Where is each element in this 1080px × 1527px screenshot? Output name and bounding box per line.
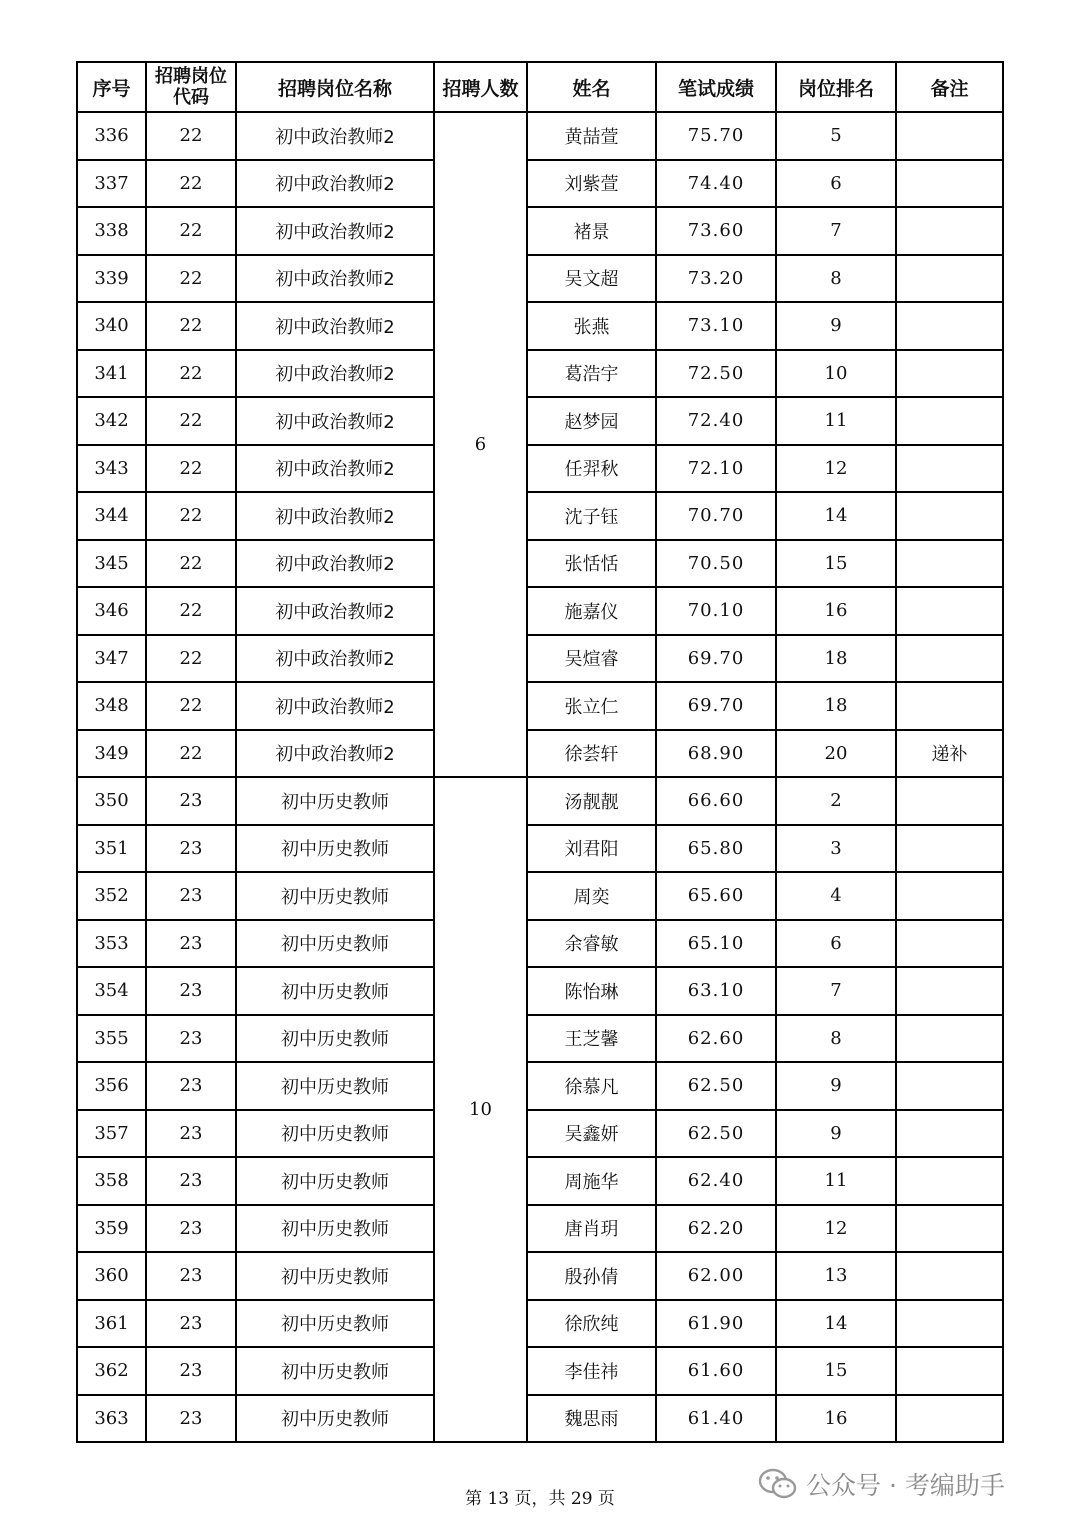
seq-cell: 352 (77, 872, 146, 920)
remarks-cell (896, 967, 1003, 1015)
post-rank-cell: 7 (776, 207, 896, 255)
post-code-cell: 23 (146, 1252, 236, 1300)
post-code-cell: 23 (146, 777, 236, 825)
candidate-name-cell: 任羿秋 (527, 445, 656, 493)
table-row (77, 920, 1003, 968)
post-name-cell: 初中政治教师2 (236, 492, 434, 540)
seq-cell: 339 (77, 255, 146, 303)
table-row (77, 777, 1003, 825)
post-rank-cell: 2 (776, 777, 896, 825)
remarks-cell (896, 1252, 1003, 1300)
watermark (758, 1464, 1005, 1504)
table-row (77, 1300, 1003, 1348)
post-code-cell: 22 (146, 207, 236, 255)
table-row (77, 682, 1003, 730)
header-row (77, 62, 1003, 112)
written-score-cell: 74.40 (656, 160, 776, 208)
seq-cell: 340 (77, 302, 146, 350)
post-code-cell: 23 (146, 1347, 236, 1395)
written-score-cell: 70.10 (656, 587, 776, 635)
remarks-cell (896, 1300, 1003, 1348)
remarks-cell (896, 1347, 1003, 1395)
table-row (77, 207, 1003, 255)
post-code-cell: 22 (146, 540, 236, 588)
table-body (77, 112, 1003, 1442)
seq-cell: 363 (77, 1395, 146, 1443)
post-rank-cell: 11 (776, 397, 896, 445)
written-score-cell: 68.90 (656, 730, 776, 778)
written-score-cell: 62.50 (656, 1110, 776, 1158)
post-name-cell: 初中历史教师 (236, 1300, 434, 1348)
table-row (77, 112, 1003, 160)
candidate-name-cell: 王芝馨 (527, 1015, 656, 1063)
post-code-cell: 22 (146, 397, 236, 445)
seq-cell: 348 (77, 682, 146, 730)
post-code-cell: 22 (146, 730, 236, 778)
post-name-cell: 初中政治教师2 (236, 540, 434, 588)
post-rank-cell: 10 (776, 350, 896, 398)
post-rank-cell: 9 (776, 302, 896, 350)
written-score-cell: 65.10 (656, 920, 776, 968)
post-rank-cell: 12 (776, 445, 896, 493)
seq-cell: 343 (77, 445, 146, 493)
remarks-cell (896, 920, 1003, 968)
header-seq: 序号 (77, 62, 146, 112)
post-name-cell: 初中政治教师2 (236, 445, 434, 493)
post-rank-cell: 6 (776, 920, 896, 968)
post-name-cell: 初中历史教师 (236, 1015, 434, 1063)
seq-cell: 350 (77, 777, 146, 825)
table-row (77, 1252, 1003, 1300)
post-code-cell: 23 (146, 1205, 236, 1253)
post-name-cell: 初中历史教师 (236, 967, 434, 1015)
post-rank-cell: 15 (776, 1347, 896, 1395)
post-name-cell: 初中历史教师 (236, 1157, 434, 1205)
candidate-name-cell: 余睿敏 (527, 920, 656, 968)
table-row (77, 397, 1003, 445)
written-score-cell: 72.40 (656, 397, 776, 445)
post-code-cell: 23 (146, 920, 236, 968)
header-candidate-name: 姓名 (527, 62, 656, 112)
written-score-cell: 70.70 (656, 492, 776, 540)
candidate-name-cell: 魏思雨 (527, 1395, 656, 1443)
remarks-cell (896, 1205, 1003, 1253)
seq-cell: 357 (77, 1110, 146, 1158)
post-code-cell: 22 (146, 492, 236, 540)
candidate-name-cell: 徐欣纯 (527, 1300, 656, 1348)
seq-cell: 362 (77, 1347, 146, 1395)
post-name-cell: 初中历史教师 (236, 1395, 434, 1443)
remarks-cell (896, 397, 1003, 445)
post-code-cell: 23 (146, 1062, 236, 1110)
written-score-cell: 61.60 (656, 1347, 776, 1395)
post-code-cell: 22 (146, 350, 236, 398)
candidate-name-cell: 吴煊睿 (527, 635, 656, 683)
post-name-cell: 初中历史教师 (236, 825, 434, 873)
remarks-cell (896, 1062, 1003, 1110)
post-code-cell: 23 (146, 872, 236, 920)
post-name-cell: 初中历史教师 (236, 920, 434, 968)
header-post-code (146, 62, 236, 112)
seq-cell: 360 (77, 1252, 146, 1300)
seq-cell: 337 (77, 160, 146, 208)
post-name-cell: 初中政治教师2 (236, 587, 434, 635)
table-row (77, 1110, 1003, 1158)
table-row (77, 635, 1003, 683)
post-name-cell: 初中政治教师2 (236, 160, 434, 208)
seq-cell: 347 (77, 635, 146, 683)
seq-cell: 336 (77, 112, 146, 160)
post-name-cell: 初中政治教师2 (236, 112, 434, 160)
post-name-cell: 初中政治教师2 (236, 397, 434, 445)
post-rank-cell: 8 (776, 1015, 896, 1063)
written-score-cell: 73.10 (656, 302, 776, 350)
written-score-cell: 65.80 (656, 825, 776, 873)
remarks-cell (896, 255, 1003, 303)
post-code-cell: 22 (146, 635, 236, 683)
post-name-cell: 初中政治教师2 (236, 730, 434, 778)
post-name-cell: 初中政治教师2 (236, 682, 434, 730)
header-post-code-text: 招聘岗位 代码 (155, 66, 227, 108)
table-row (77, 1157, 1003, 1205)
header-remarks: 备注 (896, 62, 1003, 112)
post-code-cell: 22 (146, 112, 236, 160)
candidate-name-cell: 张恬恬 (527, 540, 656, 588)
post-code-cell: 23 (146, 1015, 236, 1063)
post-rank-cell: 12 (776, 1205, 896, 1253)
remarks-cell (896, 1110, 1003, 1158)
header-post-name: 招聘岗位名称 (236, 62, 434, 112)
candidate-name-cell: 周施华 (527, 1157, 656, 1205)
seq-cell: 353 (77, 920, 146, 968)
page-number: 第 13 页，共 29 页 (465, 1489, 615, 1509)
post-code-cell: 23 (146, 1300, 236, 1348)
written-score-cell: 62.60 (656, 1015, 776, 1063)
written-score-cell: 72.50 (656, 350, 776, 398)
table-row (77, 872, 1003, 920)
post-code-cell: 23 (146, 967, 236, 1015)
post-name-cell: 初中政治教师2 (236, 350, 434, 398)
post-rank-cell: 5 (776, 112, 896, 160)
post-rank-cell: 11 (776, 1157, 896, 1205)
recruitment-score-table (76, 61, 1004, 1443)
post-name-cell: 初中历史教师 (236, 1205, 434, 1253)
seq-cell: 355 (77, 1015, 146, 1063)
remarks-cell (896, 1157, 1003, 1205)
watermark-text: 公众号 · 考编助手 (806, 1471, 1005, 1500)
candidate-name-cell: 唐肖玥 (527, 1205, 656, 1253)
remarks-cell (896, 1015, 1003, 1063)
candidate-name-cell: 吴文超 (527, 255, 656, 303)
seq-cell: 338 (77, 207, 146, 255)
post-name-cell: 初中历史教师 (236, 1347, 434, 1395)
post-rank-cell: 6 (776, 160, 896, 208)
remarks-cell (896, 635, 1003, 683)
remarks-cell (896, 160, 1003, 208)
table-row (77, 445, 1003, 493)
candidate-name-cell: 吴鑫妍 (527, 1110, 656, 1158)
table-row (77, 540, 1003, 588)
seq-cell: 344 (77, 492, 146, 540)
post-name-cell: 初中政治教师2 (236, 255, 434, 303)
candidate-name-cell: 汤靓靓 (527, 777, 656, 825)
table-row (77, 492, 1003, 540)
post-rank-cell: 15 (776, 540, 896, 588)
written-score-cell: 62.00 (656, 1252, 776, 1300)
table-row (77, 1205, 1003, 1253)
remarks-cell (896, 872, 1003, 920)
seq-cell: 356 (77, 1062, 146, 1110)
remarks-cell (896, 350, 1003, 398)
remarks-cell (896, 1395, 1003, 1443)
table-row (77, 1062, 1003, 1110)
post-name-cell: 初中政治教师2 (236, 207, 434, 255)
post-rank-cell: 13 (776, 1252, 896, 1300)
remarks-cell (896, 682, 1003, 730)
post-name-cell: 初中政治教师2 (236, 635, 434, 683)
post-rank-cell: 8 (776, 255, 896, 303)
candidate-name-cell: 刘君阳 (527, 825, 656, 873)
table-row (77, 967, 1003, 1015)
remarks-cell (896, 302, 1003, 350)
candidate-name-cell: 徐荟轩 (527, 730, 656, 778)
header-written-score: 笔试成绩 (656, 62, 776, 112)
post-rank-cell: 3 (776, 825, 896, 873)
candidate-name-cell: 周奕 (527, 872, 656, 920)
seq-cell: 354 (77, 967, 146, 1015)
post-name-cell: 初中历史教师 (236, 1252, 434, 1300)
post-name-cell: 初中历史教师 (236, 1062, 434, 1110)
candidate-name-cell: 李佳祎 (527, 1347, 656, 1395)
remarks-cell (896, 825, 1003, 873)
seq-cell: 351 (77, 825, 146, 873)
post-code-cell: 23 (146, 1157, 236, 1205)
post-code-cell: 23 (146, 1110, 236, 1158)
post-code-cell: 22 (146, 255, 236, 303)
remarks-cell (896, 207, 1003, 255)
written-score-cell: 65.60 (656, 872, 776, 920)
table-row (77, 825, 1003, 873)
candidate-name-cell: 施嘉仪 (527, 587, 656, 635)
remarks-cell: 递补 (896, 730, 1003, 778)
candidate-name-cell: 徐慕凡 (527, 1062, 656, 1110)
candidate-name-cell: 殷孙倩 (527, 1252, 656, 1300)
post-code-cell: 23 (146, 1395, 236, 1443)
table-row (77, 160, 1003, 208)
post-rank-cell: 18 (776, 682, 896, 730)
written-score-cell: 72.10 (656, 445, 776, 493)
written-score-cell: 62.40 (656, 1157, 776, 1205)
table-row (77, 302, 1003, 350)
post-name-cell: 初中历史教师 (236, 777, 434, 825)
seq-cell: 361 (77, 1300, 146, 1348)
written-score-cell: 69.70 (656, 682, 776, 730)
post-rank-cell: 14 (776, 492, 896, 540)
table-row (77, 1395, 1003, 1443)
candidate-name-cell: 黄喆萱 (527, 112, 656, 160)
written-score-cell: 61.90 (656, 1300, 776, 1348)
seq-cell: 346 (77, 587, 146, 635)
post-code-cell: 22 (146, 445, 236, 493)
written-score-cell: 73.20 (656, 255, 776, 303)
written-score-cell: 63.10 (656, 967, 776, 1015)
post-rank-cell: 20 (776, 730, 896, 778)
candidate-name-cell: 刘紫萱 (527, 160, 656, 208)
post-name-cell: 初中历史教师 (236, 1110, 434, 1158)
written-score-cell: 75.70 (656, 112, 776, 160)
remarks-cell (896, 112, 1003, 160)
post-rank-cell: 9 (776, 1062, 896, 1110)
candidate-name-cell: 张燕 (527, 302, 656, 350)
candidate-name-cell: 褚景 (527, 207, 656, 255)
seq-cell: 358 (77, 1157, 146, 1205)
remarks-cell (896, 587, 1003, 635)
seq-cell: 341 (77, 350, 146, 398)
remarks-cell (896, 777, 1003, 825)
table-row (77, 255, 1003, 303)
post-rank-cell: 7 (776, 967, 896, 1015)
table-row (77, 1347, 1003, 1395)
table-row (77, 1015, 1003, 1063)
table-row (77, 730, 1003, 778)
header-hire-count: 招聘人数 (434, 62, 527, 112)
post-code-cell: 22 (146, 160, 236, 208)
hire-count-cell: 10 (434, 777, 527, 1442)
candidate-name-cell: 陈怡琳 (527, 967, 656, 1015)
written-score-cell: 62.20 (656, 1205, 776, 1253)
post-rank-cell: 18 (776, 635, 896, 683)
remarks-cell (896, 540, 1003, 588)
seq-cell: 359 (77, 1205, 146, 1253)
written-score-cell: 66.60 (656, 777, 776, 825)
remarks-cell (896, 492, 1003, 540)
post-rank-cell: 9 (776, 1110, 896, 1158)
post-rank-cell: 16 (776, 1395, 896, 1443)
post-rank-cell: 4 (776, 872, 896, 920)
written-score-cell: 62.50 (656, 1062, 776, 1110)
post-name-cell: 初中历史教师 (236, 872, 434, 920)
post-code-cell: 22 (146, 302, 236, 350)
post-name-cell: 初中政治教师2 (236, 302, 434, 350)
header-post-rank: 岗位排名 (776, 62, 896, 112)
candidate-name-cell: 沈子钰 (527, 492, 656, 540)
table-row (77, 350, 1003, 398)
table-row (77, 587, 1003, 635)
post-code-cell: 23 (146, 825, 236, 873)
post-code-cell: 22 (146, 682, 236, 730)
written-score-cell: 69.70 (656, 635, 776, 683)
remarks-cell (896, 445, 1003, 493)
hire-count-cell: 6 (434, 112, 527, 777)
seq-cell: 345 (77, 540, 146, 588)
written-score-cell: 73.60 (656, 207, 776, 255)
post-code-cell: 22 (146, 587, 236, 635)
wechat-icon (758, 1467, 798, 1501)
seq-cell: 342 (77, 397, 146, 445)
written-score-cell: 61.40 (656, 1395, 776, 1443)
post-rank-cell: 14 (776, 1300, 896, 1348)
seq-cell: 349 (77, 730, 146, 778)
candidate-name-cell: 葛浩宇 (527, 350, 656, 398)
candidate-name-cell: 张立仁 (527, 682, 656, 730)
written-score-cell: 70.50 (656, 540, 776, 588)
candidate-name-cell: 赵梦园 (527, 397, 656, 445)
post-rank-cell: 16 (776, 587, 896, 635)
